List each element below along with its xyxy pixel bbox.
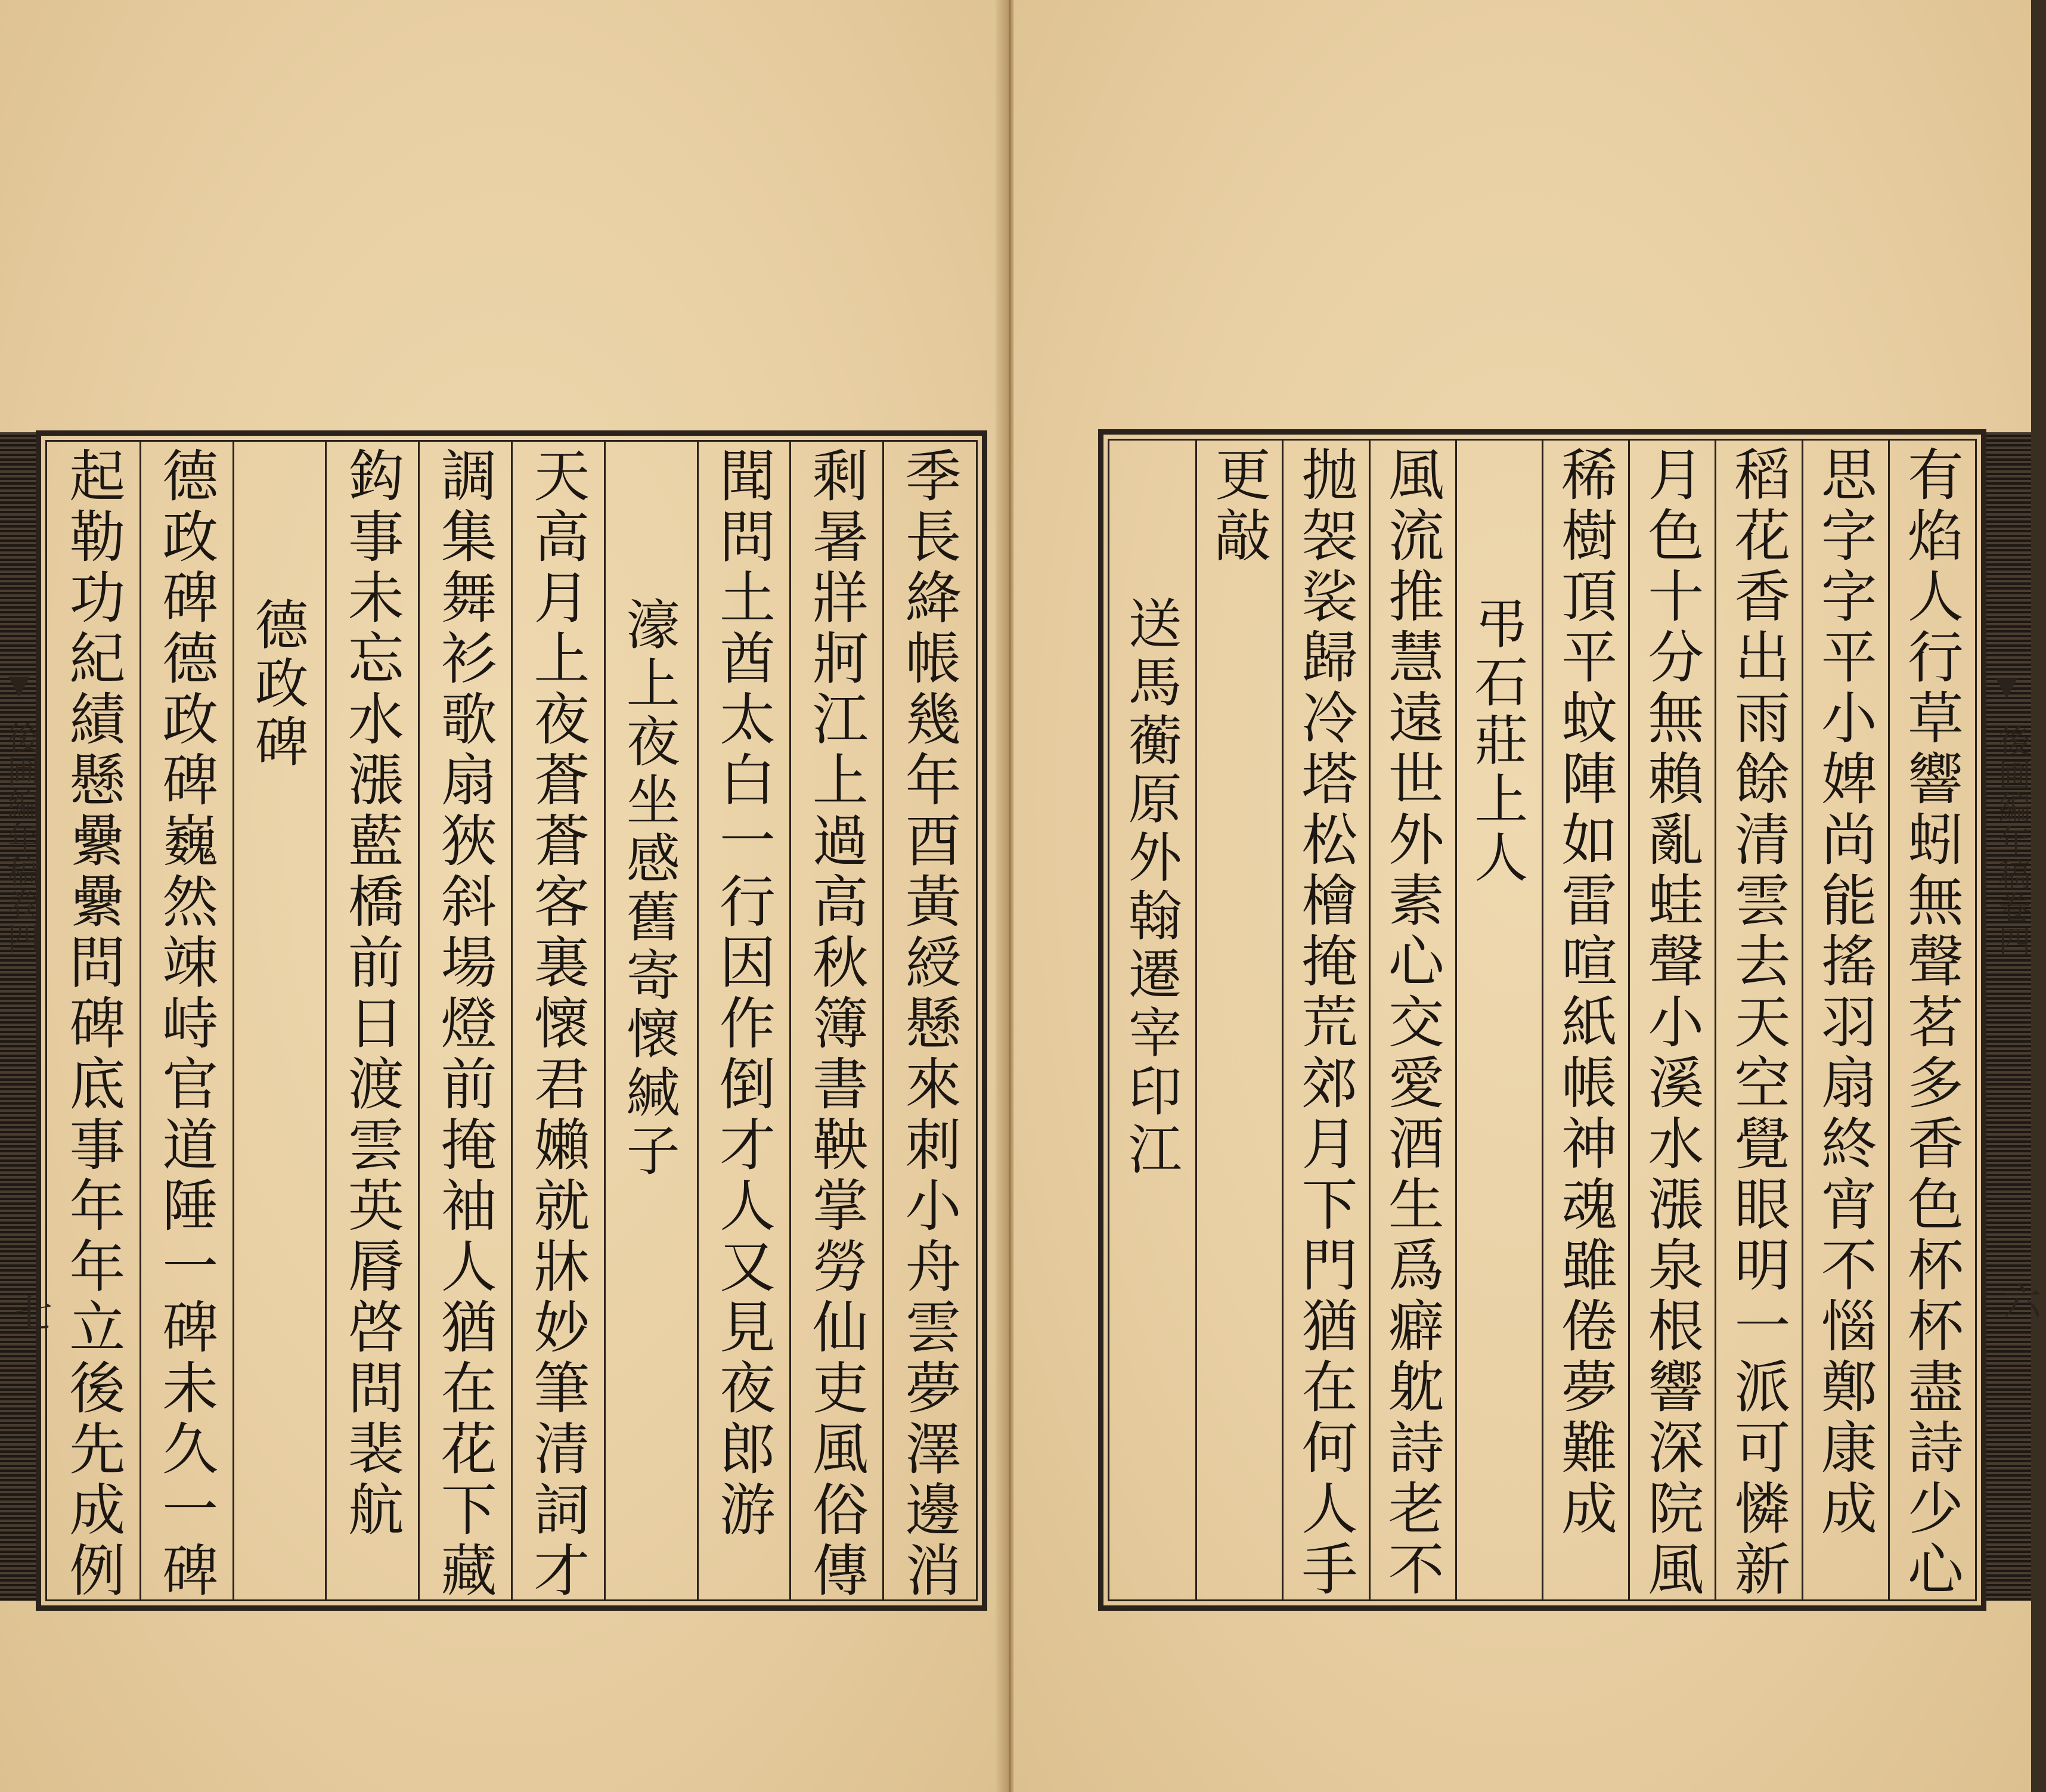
text-column: 風流推慧遠世外素心交愛酒生爲癖躭詩老不 bbox=[1378, 445, 1444, 1601]
column-rule bbox=[232, 442, 234, 1599]
poem-title-column: 送馬蘅原外翰遷宰印江 bbox=[1118, 596, 1182, 1180]
text-column: 天高月上夜蒼蒼客裏懷君嬾就牀妙筆清詞才 bbox=[523, 447, 589, 1602]
text-column: 德政碑德政碑巍然竦峙官道陲一碑未久一碑 bbox=[152, 447, 218, 1602]
column-rule bbox=[1542, 441, 1543, 1599]
left-outer-edge bbox=[0, 432, 40, 1601]
poem-title-column: 德政碑 bbox=[245, 597, 308, 772]
text-column: 稻花香出雨餘清雲去天空覺眼明一派可憐新 bbox=[1725, 445, 1790, 1601]
poem-title-column: 弔石莊上人 bbox=[1465, 596, 1528, 888]
poem-title-column: 濠上夜坐感舊寄懷緘子 bbox=[616, 597, 680, 1181]
column-rule bbox=[325, 442, 327, 1599]
column-rule bbox=[1282, 441, 1284, 1599]
text-column: 剩暑牂牁江上過高秋簿書鞅掌勞仙吏風俗傳 bbox=[802, 447, 868, 1602]
column-rule bbox=[511, 442, 513, 1599]
column-rule bbox=[1369, 441, 1371, 1599]
column-rule bbox=[1628, 441, 1630, 1599]
left-folio-number: 七 bbox=[8, 1294, 52, 1332]
text-column: 月色十分無賴亂蛙聲小溪水漲泉根響深院風 bbox=[1638, 445, 1703, 1601]
text-column: 聞問土酋太白一行因作倒才人又見夜郎游 bbox=[709, 447, 775, 1541]
right-page bbox=[1013, 0, 2041, 1792]
column-rule bbox=[697, 442, 699, 1599]
text-column: 稀樹頂平蚊陣如雷喧紙帳神魂雖倦夢難成 bbox=[1551, 445, 1617, 1540]
column-rule bbox=[140, 442, 141, 1599]
text-column: 更敲 bbox=[1205, 445, 1270, 567]
right-outer-edge bbox=[1986, 432, 2031, 1601]
column-rule bbox=[1715, 441, 1716, 1599]
column-rule bbox=[604, 442, 606, 1599]
column-rule bbox=[789, 442, 791, 1599]
left-margin-title: 後圃編年稿卷四 bbox=[2, 721, 40, 955]
column-rule bbox=[1888, 441, 1890, 1599]
column-rule bbox=[1195, 441, 1197, 1599]
text-column: 調集舞衫歌扇狹斜場燈前掩袖人猶在花下藏 bbox=[431, 447, 497, 1602]
right-margin-title: 後圃編年稿卷四 bbox=[1994, 724, 2031, 958]
column-rule bbox=[882, 442, 884, 1599]
text-column: 鈎事未忘水漲藍橋前日渡雲英脣啓問裴航 bbox=[338, 447, 404, 1541]
column-rule bbox=[418, 442, 420, 1599]
text-column: 有焰人行草響蚓無聲茗多香色杯杯盡詩少心 bbox=[1898, 445, 1963, 1601]
text-column: 起勒功紀績懸纍纍問碑底事年年立後先成例 bbox=[59, 447, 125, 1602]
right-folio-number: 六 bbox=[1997, 1282, 2041, 1320]
column-rule bbox=[1455, 441, 1457, 1599]
left-page bbox=[0, 0, 1006, 1792]
column-rule bbox=[1802, 441, 1803, 1599]
text-column: 抛袈裟歸冷塔松檜掩荒郊月下門猶在何人手 bbox=[1292, 445, 1357, 1601]
left-fishtail-mark bbox=[8, 677, 30, 697]
text-column: 季長絳帳幾年酉黃綬懸來刺小舟雲夢澤邊消 bbox=[895, 447, 961, 1602]
text-column: 思字字平小婢尚能搖羽扇終宵不惱鄭康成 bbox=[1811, 445, 1877, 1540]
right-fishtail-mark bbox=[1996, 678, 2017, 699]
